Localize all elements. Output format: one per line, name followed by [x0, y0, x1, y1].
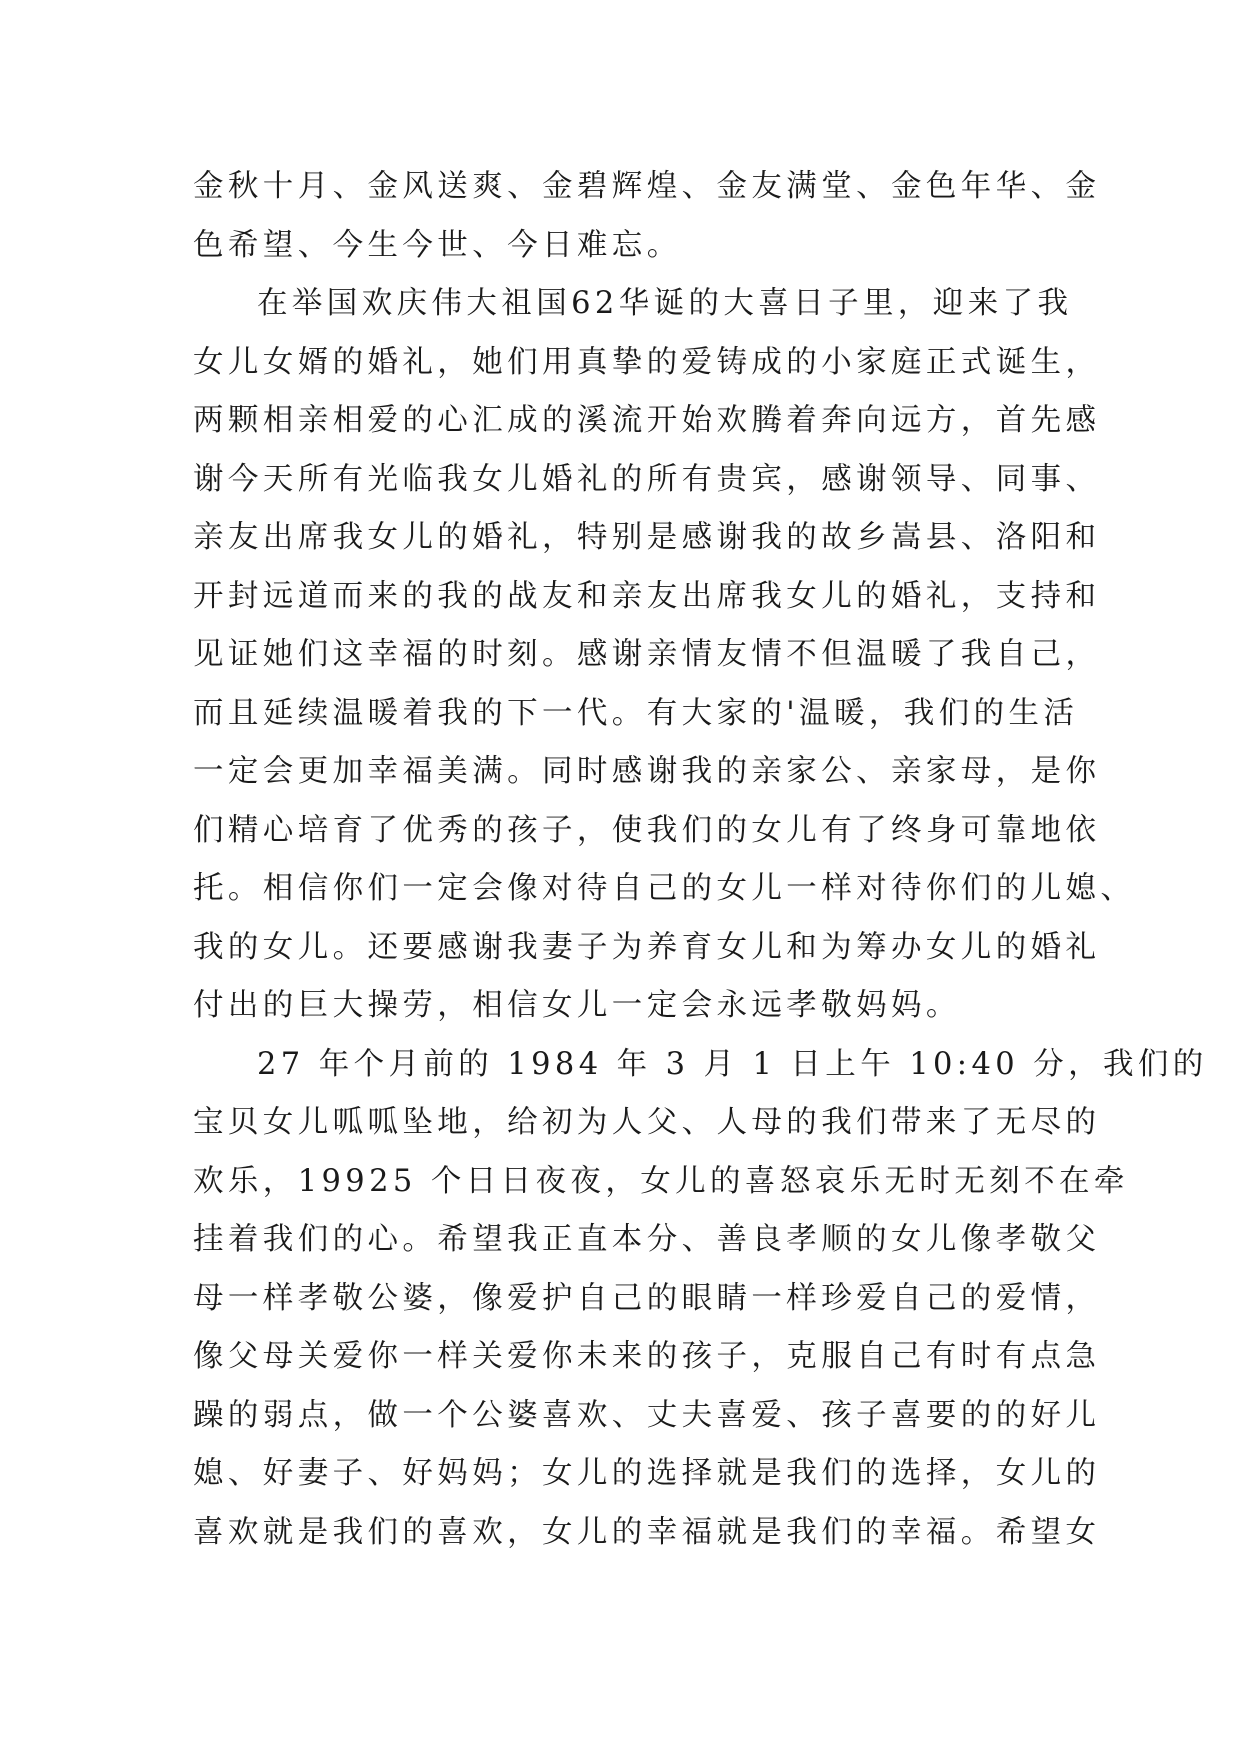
text-line: 两颗相亲相爱的心汇成的溪流开始欢腾着奔向远方，首先感 [193, 403, 1101, 438]
text-line: 托。相信你们一定会像对待自己的女儿一样对待你们的儿媳、 [193, 871, 1136, 906]
text-line: 喜欢就是我们的喜欢，女儿的幸福就是我们的幸福。希望女 [193, 1514, 1101, 1550]
text-line: 们精心培育了优秀的孩子，使我们的女儿有了终身可靠地依 [193, 812, 1101, 848]
text-line: 挂着我们的心。希望我正直本分、善良孝顺的女儿像孝敬父 [193, 1222, 1101, 1257]
paragraph-start-line: 在举国欢庆伟大祖国62华诞的大喜日子里，迎来了我 [257, 286, 1073, 321]
text-line: 我的女儿。还要感谢我妻子为养育女儿和为筹办女儿的婚礼 [193, 929, 1101, 965]
text-line: 见证她们这幸福的时刻。感谢亲情友情不但温暖了我自己， [193, 637, 1101, 672]
text-line: 躁的弱点，做一个公婆喜欢、丈夫喜爱、孩子喜要的的好儿 [193, 1397, 1101, 1433]
text-line: 色希望、今生今世、今日难忘。 [193, 227, 682, 263]
text-line: 亲友出席我女儿的婚礼，特别是感谢我的故乡嵩县、洛阳和 [193, 520, 1101, 555]
text-line: 金秋十月、金风送爽、金碧辉煌、金友满堂、金色年华、金 [193, 169, 1101, 204]
text-line: 而且延续温暖着我的下一代。有大家的'温暖，我们的生活 [193, 695, 1079, 731]
body-text [193, 158, 1208, 1562]
text-line: 女儿女婿的婚礼，她们用真挚的爱铸成的小家庭正式诞生， [193, 344, 1101, 380]
text-line: 欢乐，19925 个日日夜夜，女儿的喜怒哀乐无时无刻不在牵 [193, 1163, 1129, 1199]
text-line: 开封远道而来的我的战友和亲友出席我女儿的婚礼，支持和 [193, 578, 1101, 614]
paragraph-start-line: 27 年个月前的 1984 年 3 月 1 日上午 10:40 分，我们的 [257, 1046, 1208, 1082]
text-line: 一定会更加幸福美满。同时感谢我的亲家公、亲家母，是你 [193, 754, 1101, 789]
text-line: 宝贝女儿呱呱坠地，给初为人父、人母的我们带来了无尽的 [193, 1105, 1101, 1140]
text-line: 像父母关爱你一样关爱你未来的孩子，克服自己有时有点急 [193, 1339, 1101, 1374]
text-line: 媳、好妻子、好妈妈；女儿的选择就是我们的选择，女儿的 [193, 1456, 1101, 1491]
text-line: 母一样孝敬公婆，像爱护自己的眼睛一样珍爱自己的爱情， [193, 1280, 1101, 1316]
text-line: 付出的巨大操劳，相信女儿一定会永远孝敬妈妈。 [193, 988, 961, 1023]
text-line: 谢今天所有光临我女儿婚礼的所有贵宾，感谢领导、同事、 [193, 461, 1101, 497]
